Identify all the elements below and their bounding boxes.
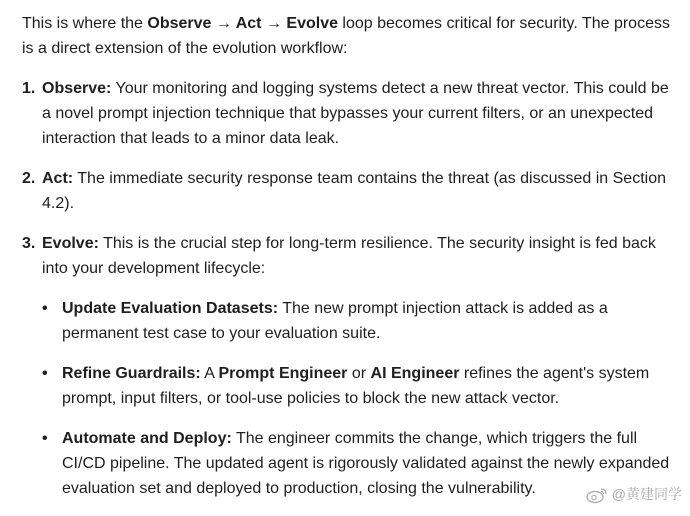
step-observe [22, 76, 677, 151]
bullet-marker: • [42, 365, 48, 382]
substep-automate-deploy [42, 426, 677, 501]
watermark [586, 482, 682, 507]
substep-refine-guardrails [42, 361, 677, 411]
document-body [22, 11, 677, 516]
substep-text: The engineer commits the change, which triggers the full CI/CD pipeline. The updated agent is rigorously validated against the newly expanded evaluation set and deployed to production, closing the vulnerability. [62, 430, 670, 497]
intro-paragraph [22, 11, 677, 61]
substep-title: Refine Guardrails: [62, 365, 201, 382]
substep-title: Automate and Deploy: [62, 430, 232, 447]
substep-text-a: A [200, 365, 219, 382]
bullet-marker: • [42, 430, 48, 447]
step-act [22, 166, 677, 216]
weibo-logo-icon [586, 486, 608, 504]
step-number: 2. [22, 170, 36, 187]
intro-pre: This is where the [22, 15, 148, 32]
step-title: Act: [42, 170, 74, 187]
role-ai-engineer: AI Engineer [370, 365, 460, 382]
substep-title: Update Evaluation Datasets: [62, 300, 279, 317]
substep-text: The new prompt injection attack is added as a permanent test case to your evaluation suite. [62, 300, 608, 342]
watermark-text: @黄建同学 [611, 486, 682, 502]
step-evolve [22, 231, 677, 501]
step-title: Observe: [42, 80, 112, 97]
step-title: Evolve: [42, 235, 99, 252]
step-text: Your monitoring and logging systems detect a new threat vector. This could be a novel prompt injection technique that bypasses your current filters, or an unexpected interaction that leads to a minor data leak. [42, 80, 669, 147]
step-number: 3. [22, 235, 36, 252]
step-text: The immediate security response team contains the threat (as discussed in Section 4.2). [42, 170, 666, 212]
role-prompt-engineer: Prompt Engineer [218, 365, 348, 382]
intro-post: loop becomes critical for security. The process is a direct extension of the evolution workflow: [22, 15, 670, 57]
step-number: 1. [22, 80, 36, 97]
step-text: This is the crucial step for long-term resilience. The security insight is fed back into your development lifecycle: [42, 235, 656, 277]
substeps-list [42, 296, 677, 501]
substep-update-datasets [42, 296, 677, 346]
substep-text-c: refines the agent's system prompt, input filters, or tool-use policies to block the new attack vector. [62, 365, 650, 407]
intro-loop: Observe → Act → Evolve [147, 15, 338, 32]
substep-text-b: or [347, 365, 371, 382]
bullet-marker: • [42, 300, 48, 317]
steps-list [22, 76, 677, 501]
